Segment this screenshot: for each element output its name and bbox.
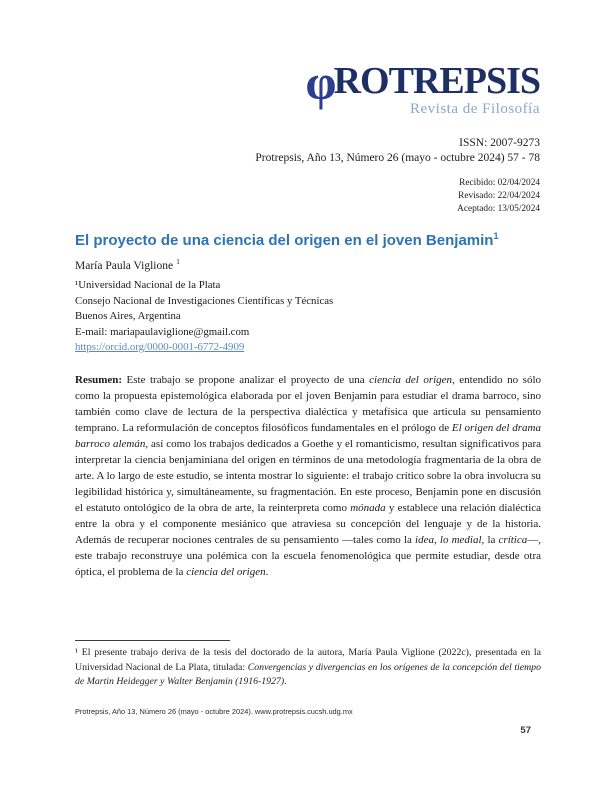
issue-line: Protrepsis, Año 13, Número 26 (mayo - octubre 2024) 57 - 78	[255, 152, 540, 164]
abstract-paragraph: Resumen: Este trabajo se propone analizar el proyecto de una ciencia del origen, entendido no sólo como la propuesta epistemológica elaborada por el joven Benjamin para estudiar el drama barroco, sino también como clave de lectura de la perspectiva dialéctica y metafísica que articula su pensamiento temprano. La reformulación de conceptos filosóficos fundamentales en el prólogo de El origen del drama barroco alemán, así como los trabajos dedicados a Goethe y el romanticismo, resultan significativos para interpretar la ciencia benjaminiana del origen en términos de una metodología fragmentaria de la obra de arte. A lo largo de este estudio, se intenta mostrar lo siguiente: el trabajo crítico sobre la obra involucra su legibilidad histórica y, simultáneamente, su fragmentación. En este proceso, Benjamin pone en discusión el estatuto ontológico de la obra de arte, la reinterpreta como mónada y establece una relación dialéctica entre la obra y el componente mesiánico que atraviesa su concepción del lenguaje y de la historia. Además de recuperar nociones centrales de su pensamiento —tales como la idea, lo medial, la crítica—, este trabajo reconstruye una polémica con la escuela fenomenológica que permite estudiar, desde otra óptica, el problema de la ciencia del origen.	[75, 374, 542, 578]
journal-subtitle: Revista de Filosofía	[410, 101, 540, 117]
accepted-date: Aceptado: 13/05/2024	[457, 204, 540, 214]
affiliation-block	[75, 278, 541, 356]
received-date: Recibido: 02/04/2024	[459, 178, 540, 188]
manuscript-dates	[457, 177, 540, 216]
page-number: 57	[520, 725, 531, 736]
running-footer: Protrepsis, Año 13, Número 26 (mayo - octubre 2024). www.protrepsis.cucsh.udg.mx	[75, 707, 353, 716]
title-footnote-marker: 1	[493, 231, 499, 241]
author-email: E-mail: mariapaulaviglione@gmail.com	[75, 325, 250, 338]
footnote-divider	[75, 640, 230, 641]
author-line	[75, 254, 180, 274]
issue-info	[255, 136, 540, 166]
journal-header	[305, 54, 540, 117]
affiliation-location: Buenos Aires, Argentina	[75, 310, 181, 322]
affiliation-university: ¹Universidad Nacional de la Plata	[75, 279, 221, 291]
revised-date: Revisado: 22/04/2024	[458, 191, 540, 201]
footnote-text: ¹ El presente trabajo deriva de la tesis del doctorado de la autora, María Paula Viglione (2022c), presentada en la Universidad Nacional de La Plata, titulada: Convergencias y divergencias en los orígenes de la concepción del tiempo de Martin Heidegger y Walter Benjamin (1916-1927).	[75, 647, 541, 687]
affiliation-institute: Consejo Nacional de Investigaciones Científicas y Técnicas	[75, 294, 334, 307]
issn-line: ISSN: 2007-9273	[459, 137, 540, 149]
article-title	[75, 227, 541, 250]
author-footnote-marker: 1	[176, 257, 180, 266]
orcid-link[interactable]: https://orcid.org/0000-0001-6772-4909	[75, 341, 245, 353]
journal-logo-text: ROTREPSIS	[333, 60, 540, 102]
phi-logo-glyph: φ	[305, 54, 336, 110]
article-title-text: El proyecto de una ciencia del origen en el joven Benjamin	[75, 232, 494, 249]
author-name: María Paula Viglione	[75, 259, 174, 272]
